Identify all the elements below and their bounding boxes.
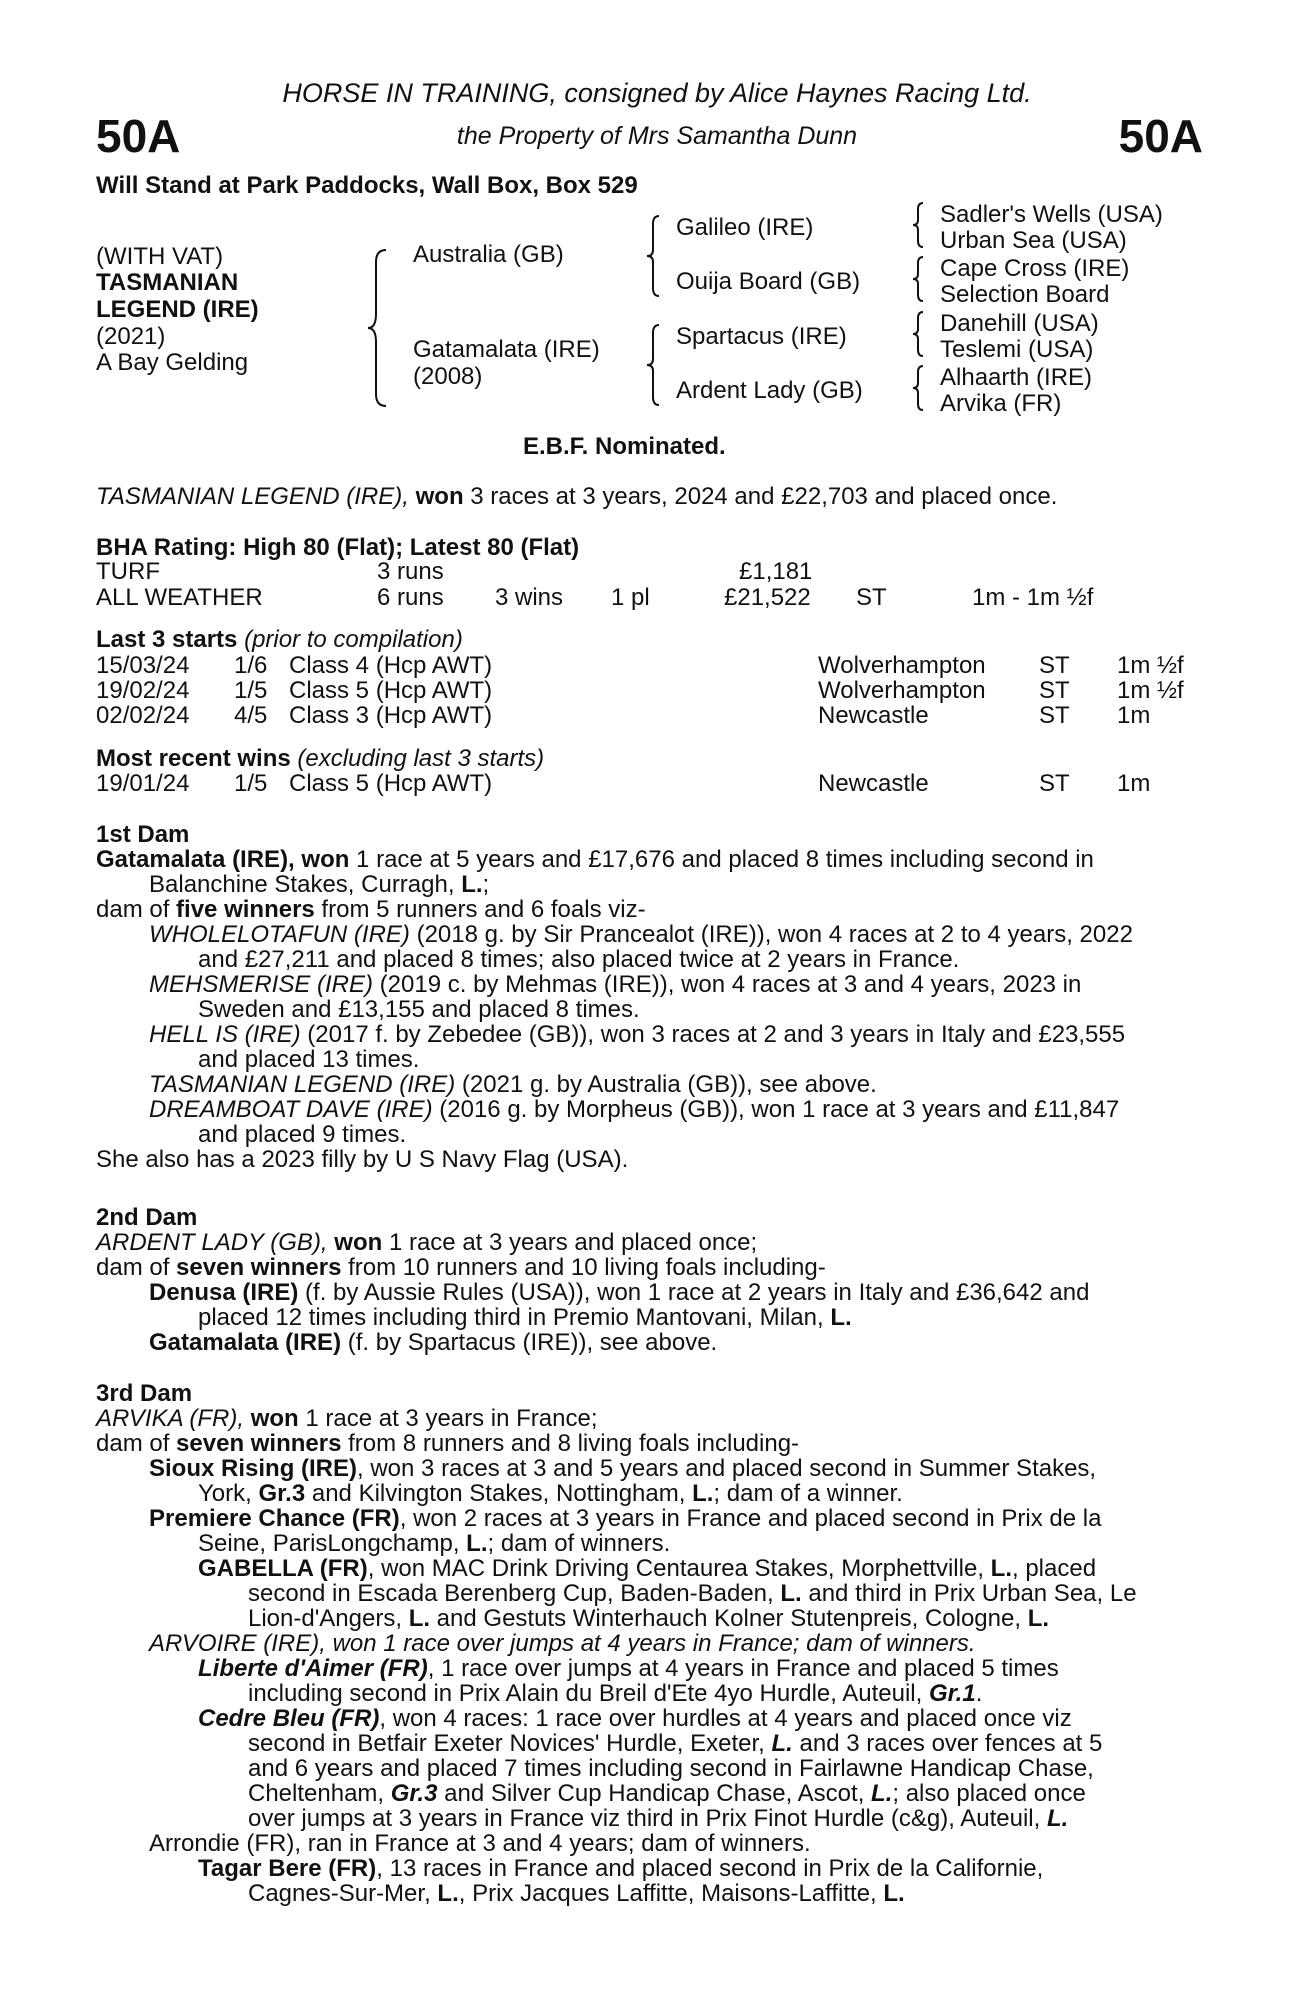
progeny-line xyxy=(96,1806,1206,1831)
dam-text: 1 race at 3 years and placed once; xyxy=(382,1229,758,1256)
dam-text: 1 race at 5 years and £17,676 and placed 8 times including second in xyxy=(349,846,1094,873)
pedigree-brace-dam xyxy=(645,323,663,407)
recent-wins-title: Most recent wins xyxy=(96,745,291,772)
dam-name: ARVIKA (FR), xyxy=(96,1405,245,1432)
property-line: the Property of Mrs Samantha Dunn xyxy=(456,122,858,150)
dam-line: She also has a 2023 filly by U S Navy Flag (USA). xyxy=(96,1146,629,1173)
progeny-name: Sioux Rising (IRE) xyxy=(149,1455,358,1482)
start-class: Class 3 (Hcp AWT) xyxy=(289,702,493,729)
pedigree-dam-sire: Spartacus (IRE) xyxy=(676,323,847,350)
start-going: ST xyxy=(1039,770,1070,797)
listed-mark: L. xyxy=(883,1880,905,1907)
record-placed: 1 pl xyxy=(611,584,650,611)
section-title: 3rd Dam xyxy=(96,1380,193,1407)
start-position: 1/5 xyxy=(234,770,268,797)
dam-name: Gatamalata (IRE), won xyxy=(96,846,350,873)
horse-year: (2021) xyxy=(96,323,166,350)
progeny-name: DREAMBOAT DAVE (IRE) xyxy=(149,1096,433,1123)
progeny-line xyxy=(96,1022,1206,1047)
progeny-text: York, xyxy=(198,1480,259,1507)
progeny-text: (2019 c. by Mehmas (IRE)), won 4 races at 3 and 4 years, 2023 in xyxy=(373,971,1082,998)
pedigree-sss: Sadler's Wells (USA) xyxy=(940,201,1163,228)
pedigree-sdd: Selection Board xyxy=(940,281,1110,308)
pedigree-sire-sire: Galileo (IRE) xyxy=(676,214,814,241)
record-runs: 3 runs xyxy=(377,558,444,585)
start-class: Class 5 (Hcp AWT) xyxy=(289,770,493,797)
progeny-text: Lion-d'Angers, xyxy=(248,1605,409,1632)
start-course: Wolverhampton xyxy=(818,652,986,679)
progeny-name: Liberte d'Aimer (FR) xyxy=(198,1655,428,1682)
progeny-name: GABELLA (FR) xyxy=(198,1555,368,1582)
progeny-line xyxy=(96,922,1206,947)
section-title: 2nd Dam xyxy=(96,1204,198,1231)
progeny-text: , 1 race over jumps at 4 years in France and placed 5 times xyxy=(427,1655,1059,1682)
progeny-text: including second in Prix Alain du Breil d'Ete 4yo Hurdle, Auteuil, xyxy=(248,1680,929,1707)
start-course: Newcastle xyxy=(818,770,929,797)
progeny-name: HELL IS (IRE) xyxy=(149,1021,301,1048)
progeny-text: . xyxy=(975,1680,983,1707)
pedigree-ssd: Urban Sea (USA) xyxy=(940,227,1127,254)
dam-text: from 8 runners and 8 living foals including- xyxy=(341,1430,800,1457)
dam-text: Balanchine Stakes, Curragh, xyxy=(149,871,455,898)
dam-text: from 5 runners and 6 foals viz- xyxy=(314,896,646,923)
race-summary xyxy=(96,484,1057,509)
pedigree-dss: Danehill (USA) xyxy=(940,310,1099,337)
start-row xyxy=(96,678,1206,703)
recent-win-row xyxy=(96,771,1206,796)
progeny-line xyxy=(96,1506,1206,1531)
progeny-text: ; also placed once xyxy=(892,1780,1086,1807)
progeny-text: Sweden and £13,155 and placed 8 times. xyxy=(198,996,640,1023)
progeny-name: Denusa (IRE) xyxy=(149,1279,299,1306)
start-going: ST xyxy=(1039,677,1070,704)
progeny-text: (2016 g. by Morpheus (GB)), won 1 race at 3 years and £11,847 xyxy=(432,1096,1120,1123)
pedigree-brace-galileo xyxy=(911,201,927,249)
progeny-text: (f. by Spartacus (IRE)), see above. xyxy=(341,1329,718,1356)
vat-note: (WITH VAT) xyxy=(96,243,224,270)
last-starts-note: (prior to compilation) xyxy=(244,626,463,653)
listed-mark: L. xyxy=(437,1880,459,1907)
start-row xyxy=(96,703,1206,728)
progeny-line xyxy=(96,1047,1206,1072)
progeny-line xyxy=(96,1531,1206,1556)
start-distance: 1m ½f xyxy=(1117,652,1184,679)
horse-name-line2: LEGEND (IRE) xyxy=(96,296,259,323)
start-position: 1/6 xyxy=(234,652,268,679)
progeny-line xyxy=(96,1581,1206,1606)
progeny-line xyxy=(96,1781,1206,1806)
start-course: Wolverhampton xyxy=(818,677,986,704)
dam-text: dam of xyxy=(96,1430,177,1457)
group-mark: Gr.1 xyxy=(928,1680,976,1707)
start-class: Class 4 (Hcp AWT) xyxy=(289,652,493,679)
progeny-text: Cheltenham, xyxy=(248,1780,391,1807)
pedigree-brace-ouija xyxy=(911,255,927,303)
pedigree-sire: Australia (GB) xyxy=(413,241,564,268)
progeny-line xyxy=(96,1731,1206,1756)
winners-count: seven winners xyxy=(176,1430,342,1457)
listed-mark: L. xyxy=(871,1780,893,1807)
progeny-text: and Silver Cup Handicap Chase, Ascot, xyxy=(437,1780,872,1807)
start-date: 15/03/24 xyxy=(96,652,190,679)
progeny-line: ARVOIRE (IRE), won 1 race over jumps at 4 years in France; dam of winners. xyxy=(149,1630,976,1657)
start-going: ST xyxy=(1039,702,1070,729)
pedigree-dsd: Teslemi (USA) xyxy=(940,336,1094,363)
pedigree-brace-spartacus xyxy=(911,310,927,358)
progeny-line xyxy=(96,1280,1206,1305)
last-starts-title: Last 3 starts xyxy=(96,626,238,653)
start-date: 19/02/24 xyxy=(96,677,190,704)
progeny-name: MEHSMERISE (IRE) xyxy=(149,971,374,998)
winners-count: five winners xyxy=(176,896,315,923)
pedigree-sds: Cape Cross (IRE) xyxy=(940,255,1130,282)
start-row xyxy=(96,653,1206,678)
won-label: won xyxy=(334,1229,383,1256)
record-distance: 1m - 1m ½f xyxy=(972,584,1094,611)
dam-text: dam of xyxy=(96,896,177,923)
pedigree-brace-ardent xyxy=(911,364,927,412)
progeny-line xyxy=(96,1881,1206,1906)
progeny-text: and £27,211 and placed 8 times; also placed twice at 2 years in France. xyxy=(198,946,960,973)
progeny-name: Tagar Bere (FR) xyxy=(198,1855,377,1882)
record-row-all-weather xyxy=(96,585,1206,610)
listed-mark: L. xyxy=(771,1730,793,1757)
progeny-name: WHOLELOTAFUN (IRE) xyxy=(149,921,410,948)
progeny-text: and Gestuts Winterhauch Kolner Stutenpreis, Cologne, xyxy=(430,1605,1028,1632)
record-runs: 6 runs xyxy=(377,584,444,611)
progeny-text: second in Betfair Exeter Novices' Hurdle, Exeter, xyxy=(248,1730,772,1757)
progeny-text: placed 12 times including third in Premio Mantovani, Milan, xyxy=(198,1304,824,1331)
start-date: 19/01/24 xyxy=(96,770,190,797)
progeny-name: Premiere Chance (FR) xyxy=(149,1505,400,1532)
group-mark: Gr.3 xyxy=(390,1780,438,1807)
progeny-line xyxy=(96,997,1206,1022)
summary-detail: 3 races at 3 years, 2024 and £22,703 and placed once. xyxy=(470,483,1058,510)
progeny-text: and Kilvington Stakes, Nottingham, xyxy=(305,1480,693,1507)
lot-number-right: 50A xyxy=(1118,110,1203,162)
pedigree-sire-dam: Ouija Board (GB) xyxy=(676,268,861,295)
listed-mark: L. xyxy=(780,1580,802,1607)
summary-horse-name: TASMANIAN LEGEND (IRE), xyxy=(96,483,409,510)
start-position: 4/5 xyxy=(234,702,268,729)
consignor-line: HORSE IN TRAINING, consigned by Alice Haynes Racing Ltd. xyxy=(282,78,1032,108)
dam-text: dam of xyxy=(96,1254,177,1281)
dam-text: ; xyxy=(482,871,490,898)
listed-mark: L. xyxy=(692,1480,714,1507)
progeny-text: ; dam of a winner. xyxy=(713,1480,903,1507)
progeny-text: (2018 g. by Sir Prancealot (IRE)), won 4 races at 2 to 4 years, 2022 xyxy=(409,921,1133,948)
winners-count: seven winners xyxy=(176,1254,342,1281)
progeny-text: and placed 9 times. xyxy=(198,1121,407,1148)
progeny-text: second in Escada Berenberg Cup, Baden-Baden, xyxy=(248,1580,781,1607)
start-course: Newcastle xyxy=(818,702,929,729)
progeny-line xyxy=(96,1856,1206,1881)
dam-line xyxy=(96,872,1206,897)
dam-line xyxy=(96,1431,1206,1456)
progeny-line xyxy=(96,1481,1206,1506)
progeny-text: Seine, ParisLongchamp, xyxy=(198,1530,467,1557)
pedigree-dam-year: (2008) xyxy=(413,363,483,390)
start-distance: 1m xyxy=(1117,702,1151,729)
progeny-text: , 13 races in France and placed second in Prix de la Californie, xyxy=(376,1855,1044,1882)
recent-wins-note: (excluding last 3 starts) xyxy=(297,745,545,772)
progeny-line xyxy=(96,1656,1206,1681)
record-prize: £21,522 xyxy=(724,584,811,611)
listed-mark: L. xyxy=(461,871,483,898)
progeny-text: (f. by Aussie Rules (USA)), won 1 race at 2 years in Italy and £36,642 and xyxy=(298,1279,1090,1306)
section-title: 1st Dam xyxy=(96,821,190,848)
pedigree-ddd: Arvika (FR) xyxy=(940,390,1062,417)
lot-number-left: 50A xyxy=(96,110,181,162)
start-distance: 1m xyxy=(1117,770,1151,797)
listed-mark: L. xyxy=(408,1605,431,1632)
progeny-text: over jumps at 3 years in France viz third in Prix Finot Hurdle (c&g), Auteuil, xyxy=(248,1805,1047,1832)
progeny-line: Arrondie (FR), ran in France at 3 and 4 years; dam of winners. xyxy=(149,1830,811,1857)
progeny-line xyxy=(96,1097,1206,1122)
progeny-name: Gatamalata (IRE) xyxy=(149,1329,342,1356)
start-position: 1/5 xyxy=(234,677,268,704)
second-dam-section xyxy=(96,1205,1206,1355)
third-dam-section xyxy=(96,1381,1206,1906)
progeny-text: and third in Prix Urban Sea, Le xyxy=(801,1580,1137,1607)
progeny-name: TASMANIAN LEGEND (IRE) xyxy=(149,1071,456,1098)
group-mark: Gr.3 xyxy=(258,1480,306,1507)
start-going: ST xyxy=(1039,652,1070,679)
bha-rating: BHA Rating: High 80 (Flat); Latest 80 (Flat) xyxy=(96,534,580,561)
record-prize: £1,181 xyxy=(739,558,813,585)
pedigree-brace-main xyxy=(366,248,392,408)
start-date: 02/02/24 xyxy=(96,702,190,729)
dam-line xyxy=(96,1255,1206,1280)
progeny-line xyxy=(96,1330,1206,1355)
progeny-text: , won MAC Drink Driving Centaurea Stakes, Morphettville, xyxy=(367,1555,991,1582)
dam-text: 1 race at 3 years in France; xyxy=(298,1405,598,1432)
progeny-text: (2021 g. by Australia (GB)), see above. xyxy=(455,1071,877,1098)
progeny-line xyxy=(96,947,1206,972)
horse-name-line1: TASMANIAN xyxy=(96,269,239,296)
pedigree-dam-dam: Ardent Lady (GB) xyxy=(676,377,863,404)
dam-line xyxy=(96,847,1206,872)
listed-mark: L. xyxy=(830,1304,852,1331)
dam-line xyxy=(96,1406,1206,1431)
start-class: Class 5 (Hcp AWT) xyxy=(289,677,493,704)
progeny-text: and placed 13 times. xyxy=(198,1046,420,1073)
start-distance: 1m ½f xyxy=(1117,677,1184,704)
progeny-text: (2017 f. by Zebedee (GB)), won 3 races at 2 and 3 years in Italy and £23,555 xyxy=(300,1021,1126,1048)
last-starts-heading xyxy=(96,627,463,652)
pedigree-dds: Alhaarth (IRE) xyxy=(940,364,1093,391)
dam-text: from 10 runners and 10 living foals including- xyxy=(341,1254,826,1281)
pedigree-brace-sire xyxy=(645,214,663,298)
progeny-line xyxy=(96,1606,1206,1631)
progeny-text: , Prix Jacques Laffitte, Maisons-Laffitte, xyxy=(458,1880,884,1907)
progeny-line xyxy=(96,1122,1206,1147)
stand-location: Will Stand at Park Paddocks, Wall Box, Box 529 xyxy=(96,172,638,199)
progeny-text: Cagnes-Sur-Mer, xyxy=(248,1880,438,1907)
summary-won: won xyxy=(415,483,464,510)
progeny-text: , won 3 races at 3 and 5 years and placed second in Summer Stakes, xyxy=(357,1455,1097,1482)
progeny-line: and 6 years and placed 7 times including second in Fairlawne Handicap Chase, xyxy=(248,1755,1094,1782)
progeny-name: Cedre Bleu (FR) xyxy=(198,1705,380,1732)
record-surface: TURF xyxy=(96,558,160,585)
progeny-line xyxy=(96,1706,1206,1731)
dam-line xyxy=(96,897,1206,922)
listed-mark: L. xyxy=(990,1555,1012,1582)
progeny-text: , won 2 races at 3 years in France and placed second in Prix de la xyxy=(399,1505,1102,1532)
listed-mark: L. xyxy=(1027,1605,1050,1632)
record-wins: 3 wins xyxy=(495,584,564,611)
first-dam-section xyxy=(96,822,1206,1172)
won-label: won xyxy=(250,1405,299,1432)
record-surface: ALL WEATHER xyxy=(96,584,263,611)
record-going: ST xyxy=(856,584,887,611)
horse-description: A Bay Gelding xyxy=(96,349,249,376)
progeny-text: , placed xyxy=(1011,1555,1097,1582)
record-row-turf xyxy=(96,559,1206,584)
progeny-text: ; dam of winners. xyxy=(487,1530,671,1557)
progeny-line xyxy=(96,1456,1206,1481)
recent-wins-heading xyxy=(96,746,544,771)
listed-mark: L. xyxy=(1046,1805,1069,1832)
progeny-text: and 3 races over fences at 5 xyxy=(792,1730,1103,1757)
progeny-line xyxy=(96,1072,1206,1097)
progeny-line xyxy=(96,1556,1206,1581)
ebf-nominated: E.B.F. Nominated. xyxy=(523,433,726,460)
progeny-line xyxy=(96,972,1206,997)
dam-name: ARDENT LADY (GB), xyxy=(96,1229,328,1256)
dam-line xyxy=(96,1230,1206,1255)
progeny-line xyxy=(96,1681,1206,1706)
progeny-line xyxy=(96,1305,1206,1330)
progeny-text: , won 4 races: 1 race over hurdles at 4 years and placed once viz xyxy=(379,1705,1072,1732)
listed-mark: L. xyxy=(466,1530,488,1557)
pedigree-dam: Gatamalata (IRE) xyxy=(413,336,600,363)
